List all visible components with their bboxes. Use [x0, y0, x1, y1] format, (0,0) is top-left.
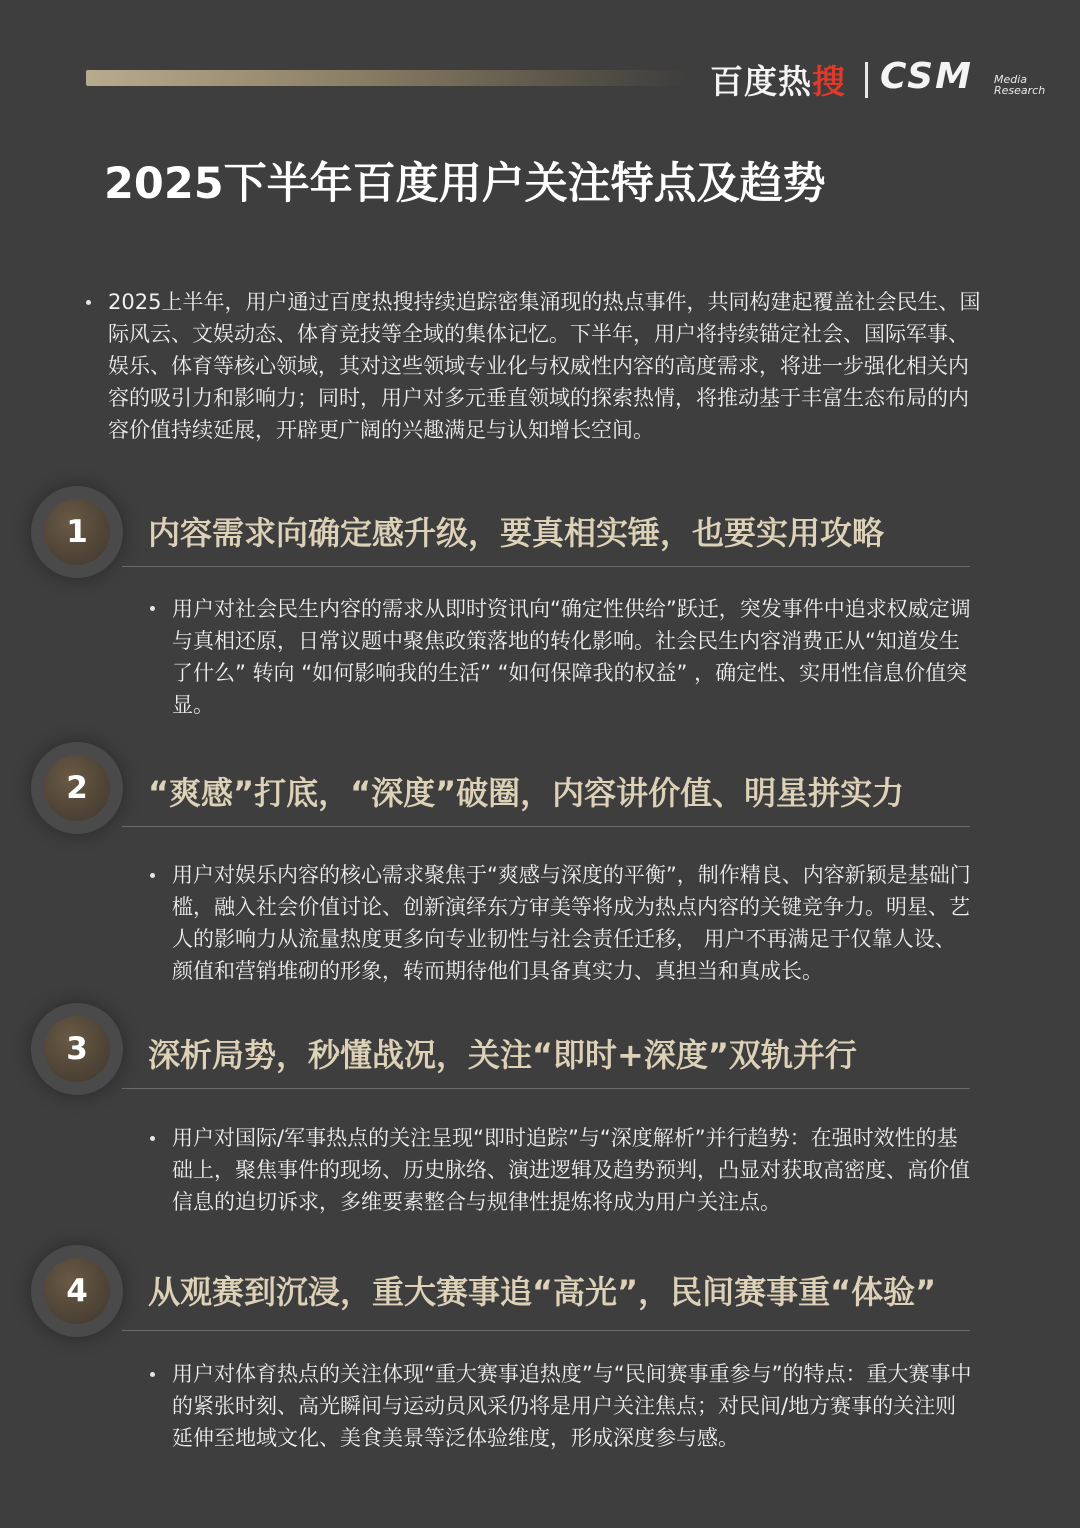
- csm-logo: CSM: [880, 56, 973, 97]
- logo-baidu-hot: 搜: [812, 62, 846, 101]
- section-4-title: 从观赛到沉浸，重大赛事追“高光”，民间赛事重“体验”: [148, 1273, 937, 1311]
- baidu-hot-search-logo: [710, 56, 846, 100]
- section-4-number: 4: [44, 1258, 110, 1324]
- section-1-title: 内容需求向确定感升级，要真相实锤，也要实用攻略: [148, 514, 885, 552]
- section-1-divider: [122, 566, 970, 567]
- section-1-number-badge: [31, 486, 123, 578]
- section-1-body: 用户对社会民生内容的需求从即时资讯向“确定性供给”跃迁，突发事件中追求权威定调与真相还原，日常议题中聚焦政策落地的转化影响。社会民生内容消费正从“知道发生了什么” 转向 “如何影响我的生活” “如何保障我的权益” ，确定性、实用性信息价值突显。: [172, 597, 971, 717]
- logo-baidu-main: 百度热: [710, 62, 812, 101]
- section-4-body: 用户对体育热点的关注体现“重大赛事追热度”与“民间赛事重参与”的特点：重大赛事中的紧张时刻、高光瞬间与运动员风采仍将是用户关注焦点；对民间/地方赛事的关注则延伸至地域文化、美食美景等泛体验维度，形成深度参与感。: [172, 1362, 972, 1450]
- logo-separator: [865, 62, 868, 98]
- section-2-body: 用户对娱乐内容的核心需求聚焦于“爽感与深度的平衡”，制作精良、内容新颖是基础门槛，融入社会价值讨论、创新演绎东方审美等将成为热点内容的关键竞争力。明星、艺人的影响力从流量热度更多向专业韧性与社会责任迁移， 用户不再满足于仅靠人设、颜值和营销堆砌的形象，转而期待他们具备真实力、真担当和真成长。: [172, 863, 971, 983]
- intro-bullet: [86, 300, 91, 305]
- csm-logo-subtext: [994, 74, 1054, 96]
- section-2-title: “爽感”打底，“深度”破圈，内容讲价值、明星拼实力: [148, 774, 905, 812]
- page-title: 2025下半年百度用户关注特点及趋势: [104, 159, 826, 209]
- section-3-number-badge: [31, 1003, 123, 1095]
- csm-logo-research: Research: [994, 84, 1046, 97]
- section-2-number: 2: [44, 755, 110, 821]
- section-3-divider: [122, 1088, 970, 1089]
- section-3-title: 深析局势，秒懂战况，关注“即时+深度”双轨并行: [148, 1036, 857, 1074]
- section-1-bullet: [150, 606, 155, 611]
- section-1-number: 1: [44, 499, 110, 565]
- section-3-number: 3: [44, 1016, 110, 1082]
- section-3-body: 用户对国际/军事热点的关注呈现“即时追踪”与“深度解析”并行趋势：在强时效性的基础上，聚焦事件的现场、历史脉络、演进逻辑及趋势预判，凸显对获取高密度、高价值信息的迫切诉求，多维要素整合与规律性提炼将成为用户关注点。: [172, 1126, 970, 1214]
- section-4-bullet: [150, 1372, 155, 1377]
- section-3-bullet: [150, 1136, 155, 1141]
- section-2-number-badge: [31, 742, 123, 834]
- section-4-divider: [122, 1330, 970, 1331]
- section-2-bullet: [150, 873, 155, 878]
- section-2-divider: [122, 826, 970, 827]
- csm-logo-media: Media: [994, 73, 1028, 86]
- header-gold-bar: [86, 70, 686, 86]
- intro-paragraph: 2025上半年，用户通过百度热搜持续追踪密集涌现的热点事件，共同构建起覆盖社会民生、国际风云、文娱动态、体育竞技等全域的集体记忆。下半年，用户将持续锚定社会、国际军事、娱乐、体育等核心领域，其对这些领域专业化与权威性内容的高度需求，将进一步强化相关内容的吸引力和影响力；同时，用户对多元垂直领域的探索热情，将推动基于丰富生态布局的内容价值持续延展，开辟更广阔的兴趣满足与认知增长空间。: [108, 290, 981, 442]
- section-4-number-badge: [31, 1245, 123, 1337]
